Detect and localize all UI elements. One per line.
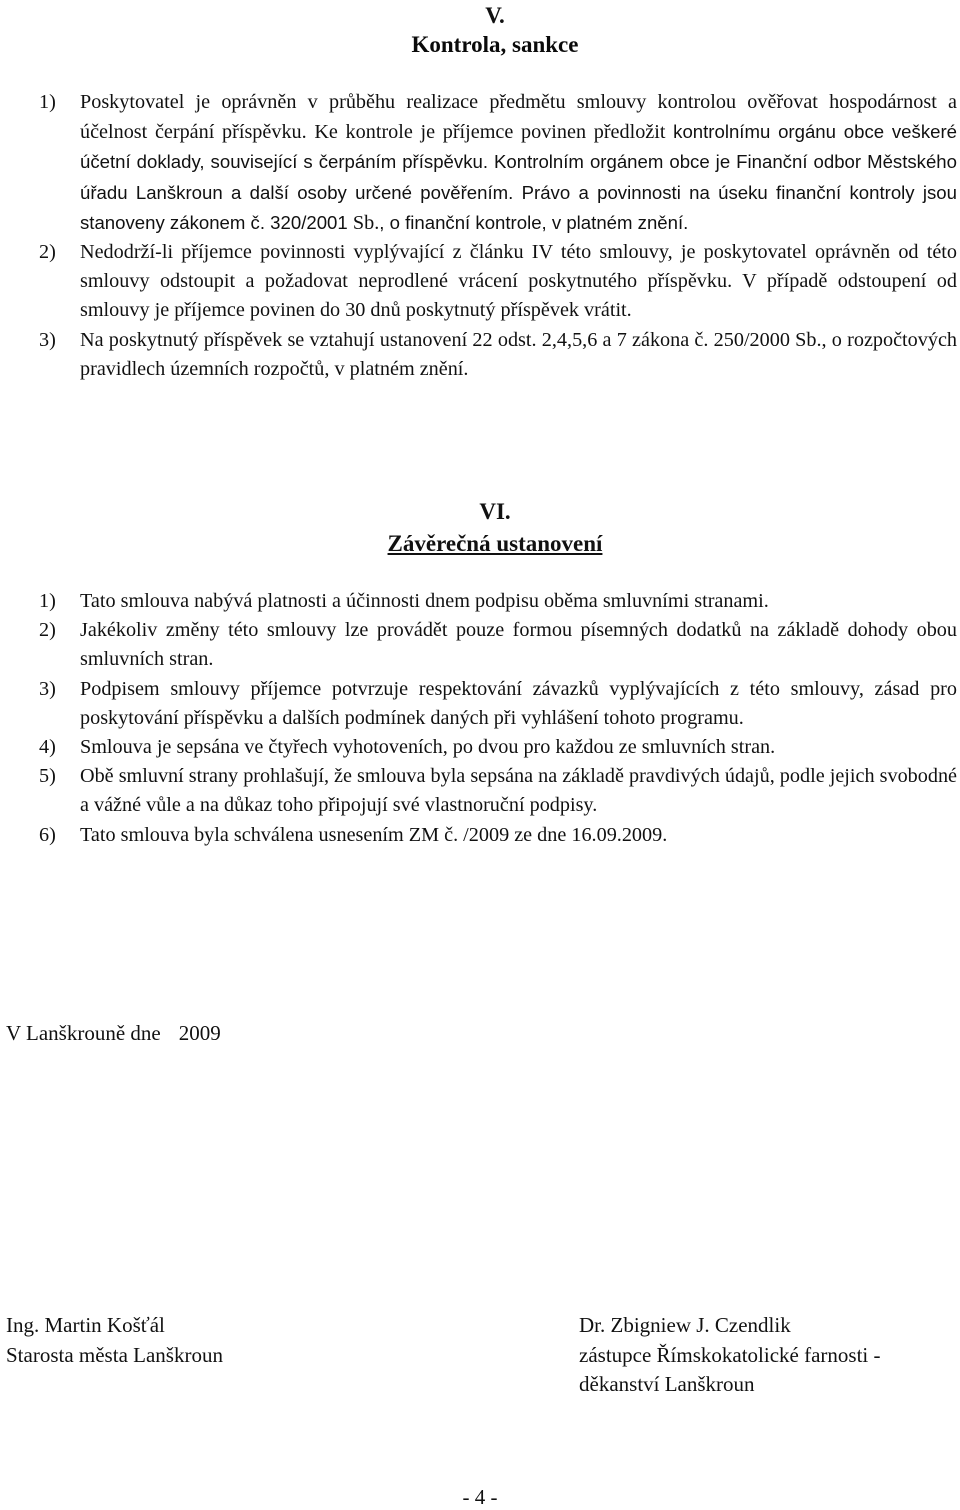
signature-block-left (6, 1311, 223, 1370)
section-6-list (39, 587, 957, 850)
item-text: Na poskytnutý příspěvek se vztahují ustanovení 22 odst. 2,4,5,6 a 7 zákona č. 250/2000 Sb., o rozpočtových pravidlech územních rozpočtů, v platném znění. (80, 328, 957, 380)
item-text: kontrolnímu orgánu obce veškeré účetní doklady, související s čerpáním příspěvku. Kontrolním orgánem obce je Finanční odbor Městského úřadu Lanškroun a další osoby určené pověřením. Právo a povinnosti na úseku finanční kontroly jsou stanoveny zákonem č. 320/2001 (80, 121, 957, 233)
section-5-item (39, 326, 957, 384)
section-6-item (39, 762, 957, 820)
item-number: 6) (39, 823, 56, 846)
signatory-right-name: Dr. Zbigniew J. Czendlik (579, 1313, 791, 1337)
item-text: Obě smluvní strany prohlašují, že smlouva byla sepsána na základě pravdivých údajů, podle jejich svobodné a vážné vůle a na důkaz toho připojují své vlastnoruční podpisy. (80, 765, 957, 817)
item-number: 2) (39, 619, 56, 642)
section-6-title: Závěrečná ustanovení (387, 531, 603, 556)
section-5-list (39, 88, 957, 384)
section-6-item (39, 821, 957, 850)
section-5-number: V. (485, 3, 505, 28)
section-6-item (39, 587, 957, 616)
signatory-right-role-2: děkanství Lanškroun (579, 1372, 755, 1396)
item-text: Nedodrží-li příjemce povinnosti vyplývající z článku IV této smlouvy, je poskytovatel oprávněn od této smlouvy odstoupit a požadovat neprodlené vrácení poskytnutého příspěvku. V případě odstoupení od smlouvy je příjemce povinen do 30 dnů poskytnutý příspěvek vrátit. (80, 241, 957, 322)
item-number: 3) (39, 328, 56, 351)
item-text: Sb. (352, 211, 380, 234)
section-6-number: VI. (479, 499, 511, 524)
section-5-item (39, 88, 957, 238)
item-number: 2) (39, 241, 56, 264)
item-text: Podpisem smlouvy příjemce potvrzuje respektování závazků vyplývajících z této smlouvy, zásad pro poskytování příspěvku a dalších podmínek daných při vyhlášení tohoto programu. (80, 677, 957, 729)
signatory-right-role: zástupce Římskokatolické farnosti - (579, 1342, 881, 1367)
item-text: Smlouva je sepsána ve čtyřech vyhotoveních, po dvou pro každou ze smluvních stran. (80, 736, 776, 759)
section-5-item (39, 238, 957, 326)
page-number: - 4 - (462, 1485, 498, 1509)
section-6-item (39, 616, 957, 674)
section-6-item (39, 675, 957, 733)
item-text: , o finanční kontrole, v platném znění. (379, 211, 689, 233)
item-text: Poskytovatel je oprávněn v průběhu realizace předmětu smlouvy kontrolou ověřovat hospodárnost a účelnost čerpání příspěvku. Ke kontrole je příjemce povinen předložit (80, 91, 957, 144)
item-text: Jakékoliv změny této smlouvy lze provádět pouze formou písemných dodatků na základě dohody obou smluvních stran. (80, 619, 957, 671)
signature-block-right (579, 1311, 881, 1400)
item-number: 1) (39, 590, 56, 612)
item-text: Tato smlouva nabývá platnosti a účinnosti dnem podpisu oběma smluvními stranami. (80, 590, 769, 612)
item-text: Tato smlouva byla schválena usnesením ZM č. /2009 ze dne 16.09.2009. (80, 823, 668, 846)
section-6-item (39, 733, 957, 762)
place-and-date (6, 1021, 221, 1046)
place-text: V Lanškrouně dne (6, 1021, 161, 1045)
item-number: 1) (39, 91, 56, 113)
signatory-left-role: Starosta města Lanškroun (6, 1342, 223, 1367)
section-5-title: Kontrola, sankce (411, 32, 579, 57)
place-year: 2009 (178, 1021, 221, 1045)
signatory-left-name: Ing. Martin Košťál (6, 1313, 165, 1337)
item-number: 3) (39, 677, 56, 700)
item-number: 4) (39, 736, 56, 759)
item-number: 5) (39, 765, 56, 788)
